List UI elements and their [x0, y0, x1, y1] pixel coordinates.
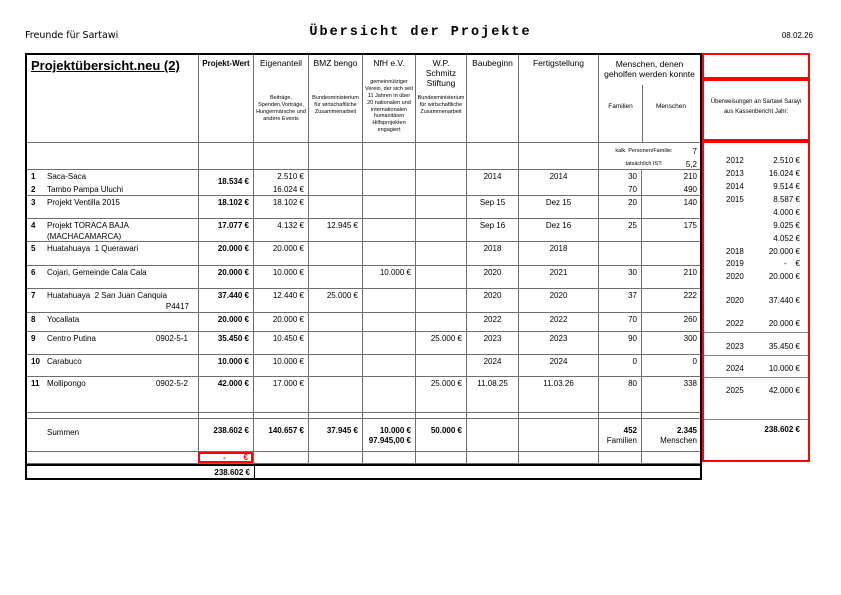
total-familien: 452: [623, 426, 637, 435]
familien-value: 30: [599, 266, 642, 288]
project-name: Huatahuaya 2 San Juan Canquia: [47, 291, 168, 300]
menschen-value: 210: [683, 268, 697, 277]
adjustment-cell: [199, 452, 254, 463]
total-nfh: 10.000 €: [379, 426, 411, 435]
transfer-year: 2024: [726, 363, 744, 373]
project-code: 0902-5-1: [155, 334, 188, 343]
total-wps: 50.000 €: [416, 419, 467, 451]
adjustment-row: [27, 452, 700, 464]
table-row-5: [27, 242, 700, 266]
total-menschen-label: Menschen: [660, 436, 697, 445]
baubeginn-value: Sep 16: [467, 219, 519, 241]
empty-cell: [309, 170, 363, 195]
empty-cell: [27, 143, 199, 169]
empty-cell: [363, 196, 416, 218]
transfer-year: 2023: [726, 341, 744, 351]
transfer-entry: [704, 180, 808, 192]
group-title: Menschen, denen geholfen werden konnte: [604, 59, 695, 80]
total-familien-cell: [599, 419, 642, 451]
transfer-entry: [704, 270, 808, 282]
project-name-cell: [27, 355, 199, 376]
transfer-year: 2025: [726, 385, 744, 395]
transfers-list-box: [702, 141, 810, 462]
eigenanteil-value: 16.024 €: [272, 185, 304, 194]
fertigstellung-value: 2022: [519, 313, 599, 331]
totals-label-cell: [27, 419, 199, 451]
transfer-entry: [704, 340, 808, 352]
transfers-label: Überweisungen an Sartawi Sarayi aus Kassenbericht Jahr:: [710, 99, 802, 115]
project-code: P4417: [165, 302, 189, 311]
eigenanteil-cell: [254, 170, 309, 195]
empty-cell: [416, 452, 467, 463]
transfer-amount: 4.000 €: [773, 207, 800, 217]
empty-cell: [254, 413, 309, 418]
header-cell-eigenanteil: [254, 55, 309, 142]
header-cell-projects: [27, 55, 199, 142]
column-description: gemeinnütziger Verein, der sich seit 11 Jahren in über 20 nationalen und internationalen humanitären Hilfsprojekten engagiert: [365, 79, 413, 134]
total-menschen-cell: [642, 419, 700, 451]
project-name: Yocallata: [47, 315, 80, 324]
header-cell-baubeginn: [467, 55, 519, 142]
row-number: 9: [31, 334, 36, 343]
wps-value: 25.000 €: [416, 332, 467, 354]
row-number: 7: [31, 291, 36, 300]
project-name-line2: (MACHACAMARCA): [47, 232, 122, 241]
empty-cell: [599, 452, 642, 463]
project-name-cell: [27, 266, 199, 288]
table-row-6: [27, 266, 700, 289]
fertigstellung-value: 2021: [519, 266, 599, 288]
project-name-cell: [27, 313, 199, 331]
project-name: Tambo Pampa Uluchi: [47, 185, 124, 194]
empty-cell: [363, 313, 416, 331]
transfer-amount: 42.000 €: [768, 385, 800, 395]
empty-cell: [254, 143, 309, 169]
transfer-amount: 10.000 €: [768, 363, 800, 373]
projekt-wert-value: 10.000 €: [199, 355, 254, 376]
header-cell-wps: [416, 55, 467, 142]
empty-cell: [309, 355, 363, 376]
sheet-label: Projektübersicht.neu (2): [31, 58, 180, 73]
transfer-year: 2015: [726, 194, 744, 204]
page-title: Übersicht der Projekte: [309, 25, 532, 40]
project-name: Saca-Saca: [47, 172, 87, 181]
familien-cell: [599, 170, 642, 195]
total-menschen: 2.345: [676, 426, 697, 435]
empty-cell: [309, 143, 363, 169]
transfer-year: 2012: [726, 155, 744, 165]
empty-cell: [309, 266, 363, 288]
date-stamp: 08.02.26: [781, 31, 813, 40]
row-divider: [704, 377, 808, 378]
empty-cell: [309, 413, 363, 418]
menschen-value: 300: [683, 334, 697, 343]
empty-cell: [416, 413, 467, 418]
empty-cell: [416, 143, 467, 169]
row-divider: [704, 332, 808, 333]
ist-label: tatsächlich IST:: [625, 160, 663, 167]
column-description: Beiträge, Spenden,Vorträge, Hungermärsche und andere Events: [256, 95, 306, 122]
empty-cell: [642, 413, 700, 418]
transfer-amount: 9.025 €: [773, 220, 800, 230]
empty-cell: [467, 413, 519, 418]
menschen-cell: [642, 170, 700, 195]
table-row-8: [27, 313, 700, 332]
project-name: Centro Putina: [47, 334, 96, 343]
menschen-value: 260: [683, 315, 697, 324]
empty-cell: [416, 355, 467, 376]
transfer-amount: 20.000 €: [768, 318, 800, 328]
transfer-year: 2022: [726, 318, 744, 328]
project-code: 0902-5-2: [155, 379, 188, 388]
row-number: 3: [31, 198, 36, 207]
fertigstellung-value: 2024: [519, 355, 599, 376]
project-name-cell: [27, 242, 199, 265]
menschen-value: 175: [683, 221, 697, 230]
column-description: Bundesministerium für wirtschaftliche Zusammenarbeit: [312, 95, 359, 115]
transfer-year: 2020: [726, 295, 744, 305]
transfer-entry: [704, 232, 808, 244]
transfer-entry: [704, 154, 808, 166]
transfer-amount: 4.052 €: [773, 233, 800, 243]
calc-factors-row: [27, 143, 700, 170]
row-number: 4: [31, 221, 36, 230]
table-row-10: [27, 355, 700, 377]
wps-value: 25.000 €: [416, 377, 467, 412]
empty-cell: [519, 143, 599, 169]
projects-table: [25, 53, 702, 480]
baubeginn-value: 2023: [467, 332, 519, 354]
empty-cell: [363, 413, 416, 418]
empty-cell: [363, 170, 416, 195]
total-projekt-wert: 238.602 €: [199, 419, 254, 451]
empty-cell: [309, 377, 363, 412]
empty-cell: [363, 242, 416, 265]
transfers-total: 238.602 €: [764, 425, 800, 434]
projekt-wert-value: 18.102 €: [199, 196, 254, 218]
grand-total-value: 238.602 €: [27, 466, 255, 478]
familien-value: 70: [628, 185, 637, 194]
row-divider: [704, 355, 808, 356]
table-header-row: [27, 55, 700, 143]
bmz-value: 12.945 €: [309, 219, 363, 241]
row-number: 10: [31, 357, 40, 366]
familien-value: 80: [599, 377, 642, 412]
baubeginn-value: 2020: [467, 289, 519, 312]
kalk-value: 7: [692, 146, 697, 156]
empty-cell: [416, 196, 467, 218]
column-title: Projekt-Wert: [202, 59, 250, 68]
table-row-4: [27, 219, 700, 242]
transfer-entry: [704, 257, 808, 269]
empty-cell: [467, 452, 519, 463]
menschen-value: 222: [683, 291, 697, 300]
transfer-amount: 16.024 €: [768, 168, 800, 178]
transfer-amount: 20.000 €: [768, 271, 800, 281]
empty-cell: [519, 452, 599, 463]
project-name-cell: [27, 170, 199, 195]
empty-cell: [199, 143, 254, 169]
empty-cell: [309, 313, 363, 331]
transfer-amount: 2.510 €: [773, 155, 800, 165]
transfer-amount: - €: [783, 258, 800, 268]
project-name: Mollipongo: [47, 379, 86, 388]
familien-value: 70: [599, 313, 642, 331]
empty-cell: [363, 355, 416, 376]
project-name: Carabuco: [47, 357, 82, 366]
subcolumn-menschen: Menschen: [656, 103, 686, 110]
familien-value: 30: [628, 172, 637, 181]
column-title: W.P. Schmitz Stiftung: [425, 58, 457, 88]
fertigstellung-value: 2014: [519, 170, 599, 195]
projekt-wert-value: 17.077 €: [199, 219, 254, 241]
empty-cell: [363, 143, 416, 169]
column-description: Bundesministerium für wirtschaftliche Zusammenarbeit: [417, 95, 465, 115]
eigenanteil-value: 10.000 €: [254, 355, 309, 376]
transfers-empty-box: [702, 53, 810, 79]
transfer-amount: 37.440 €: [768, 295, 800, 305]
eigenanteil-value: 2.510 €: [277, 172, 304, 181]
empty-cell: [363, 452, 416, 463]
transfer-amount: 8.587 €: [773, 194, 800, 204]
row-number: 11: [31, 379, 40, 388]
empty-cell: [309, 452, 363, 463]
project-name: Huatahuaya 1 Querawari: [47, 244, 139, 253]
transfer-amount: 9.514 €: [773, 181, 800, 191]
baubeginn-value: 2020: [467, 266, 519, 288]
empty-cell: [255, 466, 700, 478]
transfer-amount: 20.000 €: [768, 246, 800, 256]
empty-cell: [599, 242, 642, 265]
nfh-value: 10.000 €: [363, 266, 416, 288]
column-title: NfH e.V.: [373, 58, 405, 68]
header-cell-nfh: [363, 55, 416, 142]
empty-cell: [27, 452, 199, 463]
eigenanteil-value: 12.440 €: [254, 289, 309, 312]
total-nfh-alt: 97.945,00 €: [368, 436, 411, 445]
header-cell-menschen-group: [599, 55, 700, 142]
empty-cell: [519, 419, 599, 451]
empty-cell: [363, 219, 416, 241]
transfer-entry: [704, 362, 808, 374]
header-cell-fertigstellung: [519, 55, 599, 142]
projekt-wert-value: 37.440 €: [199, 289, 254, 312]
eigenanteil-value: 17.000 €: [254, 377, 309, 412]
transfer-amount: 35.450 €: [768, 341, 800, 351]
header-cell-projekt-wert: [199, 55, 254, 142]
transfer-year: 2018: [726, 246, 744, 256]
organization-name: Freunde für Sartawi: [25, 30, 119, 41]
menschen-value: 338: [683, 379, 697, 388]
empty-cell: [309, 242, 363, 265]
transfer-entry: [704, 317, 808, 329]
totals-label: Summen: [47, 428, 80, 437]
table-row-9: [27, 332, 700, 355]
row-number: 5: [31, 244, 36, 253]
project-name: Projekt Ventilla 2015: [47, 198, 120, 207]
adjustment-value: - €: [198, 452, 253, 463]
project-name-cell: [27, 289, 199, 312]
empty-cell: [363, 289, 416, 312]
row-divider: [704, 419, 808, 420]
familien-value: 0: [599, 355, 642, 376]
table-row-7: [27, 289, 700, 313]
empty-cell: [416, 313, 467, 331]
eigenanteil-value: 20.000 €: [254, 242, 309, 265]
projekt-wert-value: 18.534 €: [199, 170, 254, 195]
familien-value: 25: [599, 219, 642, 241]
project-name-cell: [27, 377, 199, 412]
eigenanteil-value: 20.000 €: [254, 313, 309, 331]
fertigstellung-value: 11.03.26: [519, 377, 599, 412]
transfer-entry: [704, 206, 808, 218]
empty-cell: [416, 170, 467, 195]
table-row-1-2: [27, 170, 700, 196]
projekt-wert-value: 42.000 €: [199, 377, 254, 412]
empty-cell: [27, 413, 199, 418]
familien-value: 20: [599, 196, 642, 218]
column-divider: [642, 85, 643, 142]
row-number: 2: [31, 185, 36, 194]
transfer-entry: [704, 193, 808, 205]
fertigstellung-value: 2020: [519, 289, 599, 312]
transfer-entry: [704, 167, 808, 179]
empty-cell: [599, 413, 642, 418]
total-nfh-cell: [363, 419, 416, 451]
empty-cell: [416, 266, 467, 288]
column-title: BMZ bengo: [313, 58, 358, 68]
project-name-cell: [27, 219, 199, 241]
projekt-wert-value: 20.000 €: [199, 313, 254, 331]
projekt-wert-value: 20.000 €: [199, 266, 254, 288]
row-number: 6: [31, 268, 36, 277]
empty-cell: [642, 242, 700, 265]
row-number: 8: [31, 315, 36, 324]
empty-cell: [254, 452, 309, 463]
transfer-year: 2020: [726, 271, 744, 281]
familien-value: 90: [599, 332, 642, 354]
column-title: Eigenanteil: [259, 58, 303, 68]
empty-cell: [416, 289, 467, 312]
baubeginn-value: 11.08.25: [467, 377, 519, 412]
subcolumn-familien: Familien: [608, 103, 633, 110]
eigenanteil-value: 18.102 €: [254, 196, 309, 218]
empty-cell: [363, 377, 416, 412]
header-cell-bmz: [309, 55, 363, 142]
project-name: Projekt TORACA BAJA: [47, 221, 129, 230]
baubeginn-value: 2018: [467, 242, 519, 265]
menschen-value: 490: [683, 185, 697, 194]
projekt-wert-value: 20.000 €: [199, 242, 254, 265]
transfer-entry: [704, 219, 808, 231]
baubeginn-value: 2022: [467, 313, 519, 331]
table-row-11: [27, 377, 700, 413]
bmz-value: 25.000 €: [309, 289, 363, 312]
column-title: Fertigstellung: [532, 58, 585, 68]
empty-cell: [416, 242, 467, 265]
grand-total-row: [27, 464, 700, 478]
empty-cell: [642, 452, 700, 463]
column-title: Baubeginn: [472, 58, 513, 68]
empty-cell: [363, 332, 416, 354]
empty-cell: [309, 332, 363, 354]
fertigstellung-value: 2023: [519, 332, 599, 354]
menschen-value: 140: [683, 198, 697, 207]
table-row-3: [27, 196, 700, 219]
transfer-year: 2013: [726, 168, 744, 178]
transfer-entry: [704, 245, 808, 257]
transfer-entry: [704, 384, 808, 396]
calc-factors-cell: [599, 143, 700, 169]
baubeginn-value: Sep 15: [467, 196, 519, 218]
familien-value: 37: [599, 289, 642, 312]
totals-row: [27, 419, 700, 452]
empty-cell: [309, 196, 363, 218]
transfer-year: 2014: [726, 181, 744, 191]
eigenanteil-value: 10.450 €: [254, 332, 309, 354]
transfer-year: 2019: [726, 258, 744, 268]
empty-cell: [519, 413, 599, 418]
eigenanteil-value: 4.132 €: [254, 219, 309, 241]
project-name: Cojari, Gemeinde Cala Cala: [47, 268, 147, 277]
menschen-value: 210: [683, 172, 697, 181]
fertigstellung-value: Dez 15: [519, 196, 599, 218]
projekt-wert-value: 35.450 €: [199, 332, 254, 354]
kalk-label: kalk. Personen/Familie:: [615, 147, 673, 154]
baubeginn-value: 2024: [467, 355, 519, 376]
empty-cell: [199, 413, 254, 418]
project-name-cell: [27, 196, 199, 218]
empty-cell: [467, 419, 519, 451]
ist-value: 5,2: [685, 159, 697, 169]
menschen-value: 0: [692, 357, 697, 366]
project-name-cell: [27, 332, 199, 354]
fertigstellung-value: 2018: [519, 242, 599, 265]
fertigstellung-value: Dez 16: [519, 219, 599, 241]
row-number: 1: [31, 172, 36, 181]
transfers-header-box: [702, 79, 810, 141]
empty-cell: [467, 143, 519, 169]
eigenanteil-value: 10.000 €: [254, 266, 309, 288]
total-eigenanteil: 140.657 €: [254, 419, 309, 451]
transfer-entry: [704, 294, 808, 306]
total-familien-label: Familien: [606, 436, 637, 445]
total-bmz: 37.945 €: [309, 419, 363, 451]
empty-cell: [416, 219, 467, 241]
baubeginn-value: 2014: [467, 170, 519, 195]
